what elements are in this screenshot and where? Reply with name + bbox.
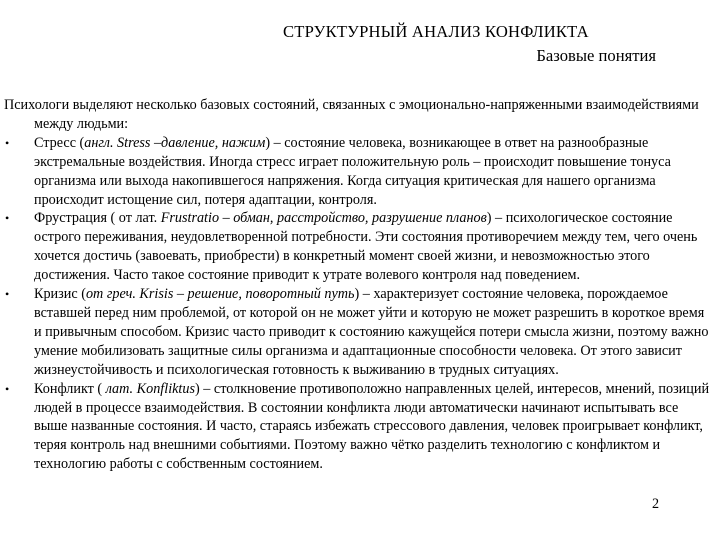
origin-open: ( — [76, 134, 85, 151]
list-item-text — [34, 209, 712, 285]
term: Стресс — [34, 134, 76, 151]
list-item-text — [34, 285, 712, 380]
list-item-frustration — [4, 209, 712, 285]
page-number: 2 — [652, 496, 660, 512]
origin-close: ) — [354, 286, 360, 303]
slide-body — [4, 96, 712, 474]
slide-title: СТРУКТУРНЫЙ АНАЛИЗ КОНФЛИКТА — [283, 22, 589, 41]
list-item-conflict — [4, 380, 712, 475]
list-item-stress — [4, 134, 712, 210]
slide-header — [0, 0, 720, 80]
list-item-text — [34, 380, 712, 475]
origin-open: ( — [93, 380, 106, 397]
bullet-dot-icon: • — [5, 211, 10, 226]
intro-paragraph: Психологи выделяют несколько базовых состояний, связанных с эмоционально-напряженными взаимодействиями между людьми: — [4, 97, 699, 132]
origin-close: ) — [194, 380, 200, 397]
list-item-text — [34, 134, 712, 210]
etymology: лат. Konfliktus — [105, 380, 195, 397]
bullet-dot-icon: • — [5, 287, 10, 302]
definition: – состояние человека, возникающее в ответ на разнообразные экстремальные воздействия. Иногда стресс играет положительную роль – происходит повышение тонуса организма или выхода накопившегося напряжения. Когда ситуация критическая для нашего организма происходит истощение сил, потеря адаптации, контроля. — [34, 134, 671, 208]
origin-close: ) — [265, 134, 271, 151]
origin-open: ( от лат. — [106, 210, 161, 227]
origin-close: ) — [486, 210, 492, 227]
definition: – психологическое состояние острого переживания, неудовлетворенной потребности. Эти состояния противоречием между тем, чего очень хочется достичь (завоевать, приобрести) в конкретный момент своей жизни, и невозможностью этого достижения. Часто такое состояние приводит к утрате волевого контроля над поведением. — [34, 210, 698, 284]
term: Фрустрация — [34, 210, 107, 227]
definition: – столкновение противоположно направленных целей, интересов, мнений, позиций людей в процессе взаимодействия. В состоянии конфликта люди автоматически начинают испытывать все выше названные состояния. И часто, стараясь избежать стрессового давления, человек проигрывает конфликт, теряя контроль над внешними событиями. Поэтому важно чётко разделить технологию с конфликтом и технологию работы с собственным состоянием. — [34, 380, 710, 473]
etymology: англ. Stress –давление, нажим — [84, 134, 266, 151]
slide-subtitle: Базовые понятия — [536, 46, 656, 65]
term: Кризис — [34, 286, 78, 303]
etymology: Frustratio – обман, расстройство, разрушение планов — [160, 210, 487, 227]
etymology: от греч. Krisis – решение, поворотный путь — [85, 286, 355, 303]
list-item-crisis — [4, 285, 712, 380]
origin-open: ( — [77, 286, 86, 303]
bullet-dot-icon: • — [5, 135, 10, 150]
bullet-dot-icon: • — [5, 381, 10, 396]
term: Конфликт — [34, 380, 94, 397]
definition: – характеризует состояние человека, порождаемое вставшей перед ним проблемой, от которой он не может уйти и которую не может разрешить в короткое время и привычным способом. Кризис часто приводит к состоянию кажущейся потери смысла жизни, поэтому важно умение мобилизовать защитные силы организма и адаптационные способности человека. От этого зависит жизнеустойчивость и психологическая готовность к выживанию в трудных ситуациях. — [34, 286, 709, 378]
